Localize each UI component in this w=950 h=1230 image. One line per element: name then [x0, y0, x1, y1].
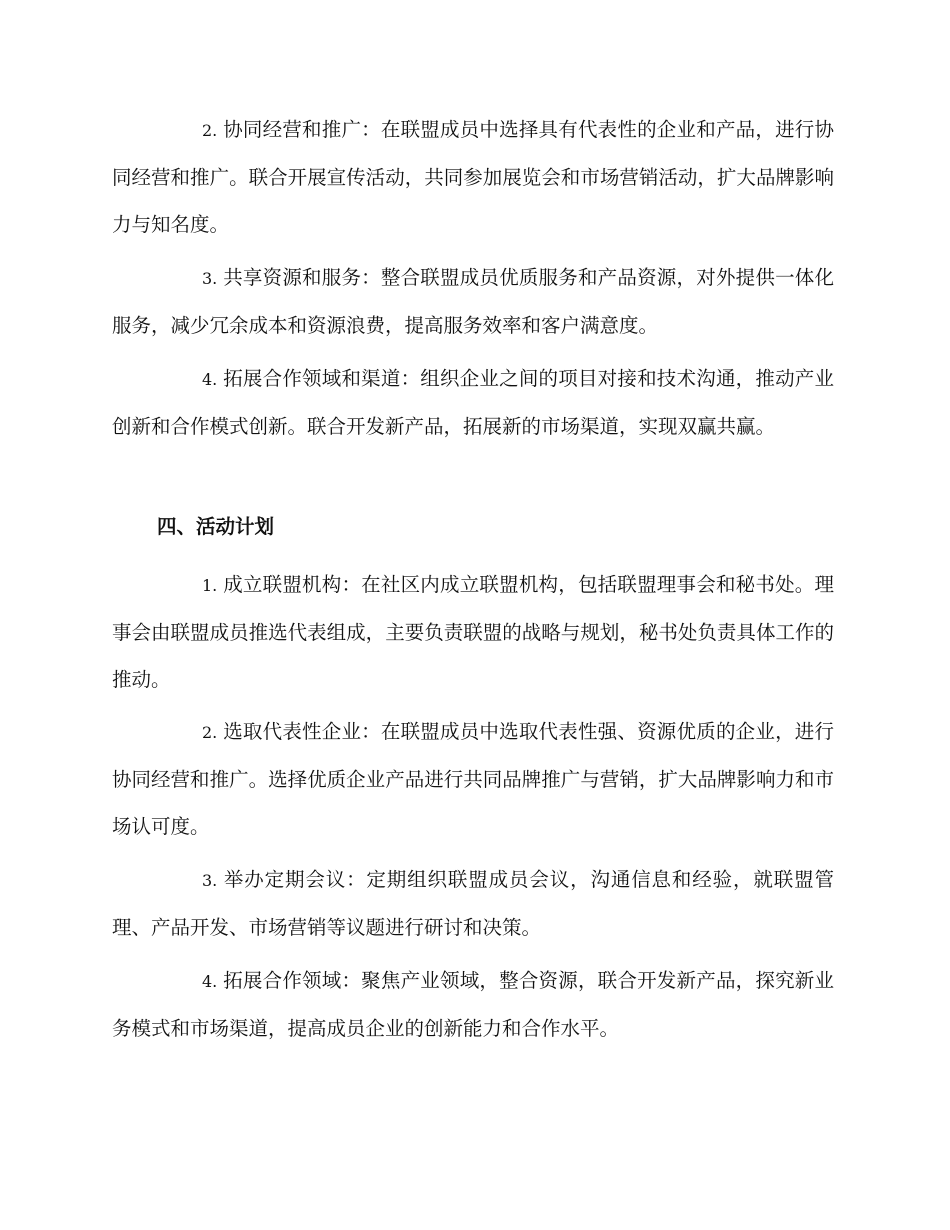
list-item-regular-meetings	[112, 856, 834, 951]
list-item-text: 共享资源和服务：整合联盟成员优质服务和产品资源，对外提供一体化服务，减少冗余成本和资源浪费，提高服务效率和客户满意度。	[112, 266, 834, 337]
section-heading: 四、活动计划	[157, 515, 275, 538]
list-item-shared-resources	[112, 254, 834, 349]
list-number: 3.	[202, 871, 218, 890]
list-item-text: 选取代表性企业：在联盟成员中选取代表性强、资源优质的企业，进行协同经营和推广。选择优质企业产品进行共同品牌推广与营销，扩大品牌影响力和市场认可度。	[112, 720, 834, 838]
list-number: 2.	[202, 121, 218, 140]
list-number: 3.	[202, 269, 218, 288]
list-number: 4.	[202, 972, 218, 991]
list-item-establish-organization	[112, 561, 834, 703]
list-item-expand-channels	[112, 355, 834, 450]
list-item-text: 成立联盟机构：在社区内成立联盟机构，包括联盟理事会和秘书处。理事会由联盟成员推选代表组成，主要负责联盟的战略与规划，秘书处负责具体工作的推动。	[112, 573, 834, 691]
list-item-text: 协同经营和推广：在联盟成员中选择具有代表性的企业和产品，进行协同经营和推广。联合开展宣传活动，共同参加展览会和市场营销活动，扩大品牌影响力与知名度。	[112, 118, 834, 236]
list-number: 1.	[202, 576, 218, 595]
list-item-select-enterprises	[112, 708, 834, 850]
list-item-text: 拓展合作领域：聚焦产业领域，整合资源，联合开发新产品，探究新业务模式和市场渠道，提高成员企业的创新能力和合作水平。	[112, 969, 834, 1040]
list-item-cooperative-promotion	[112, 106, 834, 248]
list-item-text: 拓展合作领域和渠道：组织企业之间的项目对接和技术沟通，推动产业创新和合作模式创新。联合开发新产品，拓展新的市场渠道，实现双赢共赢。	[112, 367, 834, 438]
list-item-expand-cooperation	[112, 957, 834, 1052]
list-item-text: 举办定期会议：定期组织联盟成员会议，沟通信息和经验，就联盟管理、产品开发、市场营销等议题进行研讨和决策。	[112, 868, 834, 939]
list-number: 4.	[202, 370, 218, 389]
list-number: 2.	[202, 723, 218, 742]
